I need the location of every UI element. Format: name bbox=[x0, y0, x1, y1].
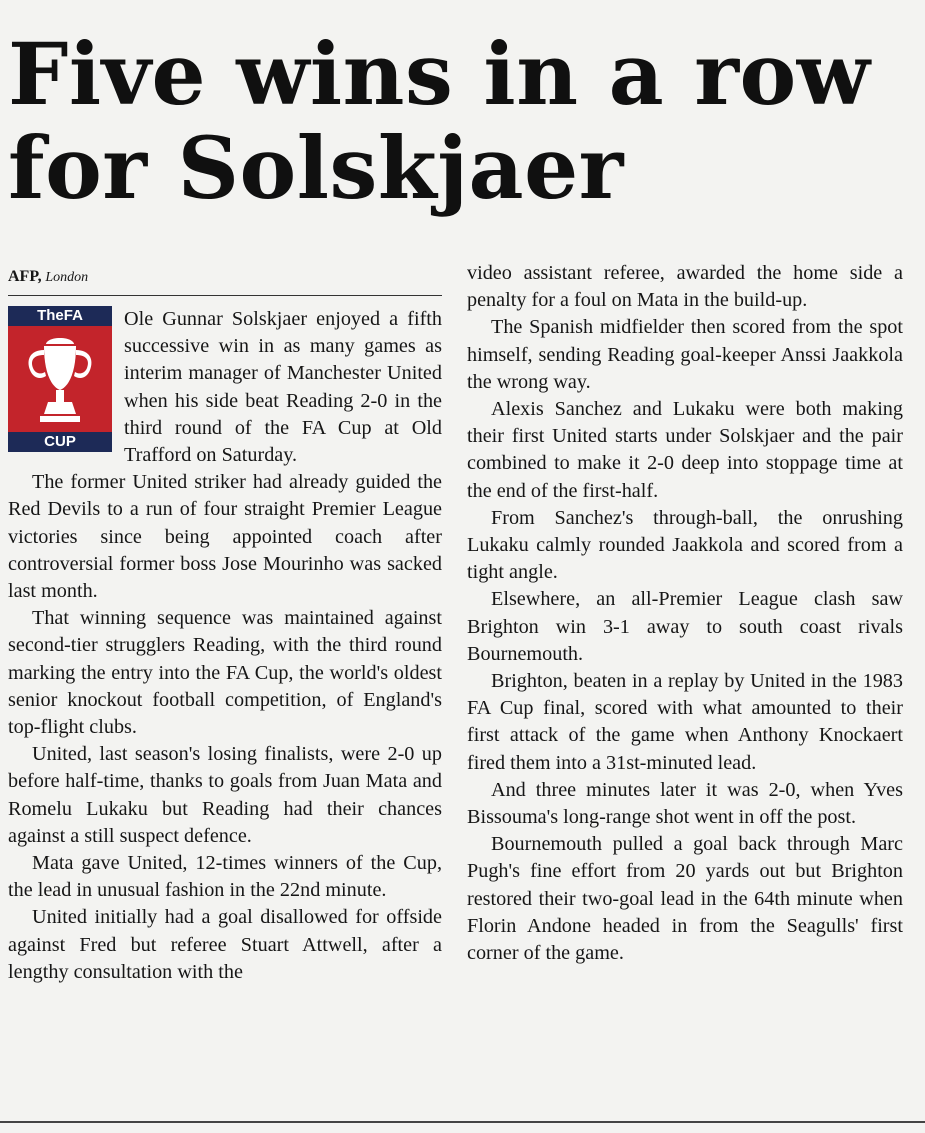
byline-agency: AFP, bbox=[8, 268, 42, 285]
headline-line-2: for Solskjaer bbox=[8, 119, 624, 219]
paragraph: That winning sequence was maintained against second-tier strugglers Reading, with the third round marking the entry into the FA Cup, the world's oldest senior knockout football competition, of England's top-flight clubs. bbox=[8, 607, 442, 739]
fa-cup-logo-bottom-text: CUP bbox=[8, 432, 112, 452]
fa-cup-logo-top-text: TheFA bbox=[8, 306, 112, 326]
paragraph: And three minutes later it was 2-0, when Yves Bissouma's long-range shot went in off the post. bbox=[467, 778, 903, 829]
paragraph: From Sanchez's through-ball, the onrushing Lukaku calmly rounded Jaakkola and scored from a tight angle. bbox=[467, 506, 903, 584]
byline-place: London bbox=[45, 270, 89, 285]
byline bbox=[8, 268, 442, 296]
article-column-2 bbox=[467, 260, 903, 967]
headline-line-1: Five wins in a row bbox=[8, 25, 871, 125]
paragraph: The former United striker had already guided the Red Devils to a run of four straight Premier League victories since being appointed coach after controversial former boss Jose Mourinho was sacked last month. bbox=[8, 471, 442, 603]
bottom-rule bbox=[0, 1121, 925, 1123]
paragraph bbox=[8, 306, 442, 469]
paragraph: Elsewhere, an all-Premier League clash saw Brighton win 3-1 away to south coast rivals Bournemouth. bbox=[467, 588, 903, 665]
article-column-1 bbox=[8, 306, 442, 986]
fa-cup-trophy-icon bbox=[20, 330, 100, 430]
paragraph: Brighton, beaten in a replay by United in the 1983 FA Cup final, scored with what amounted to their first attack of the game when Anthony Knockaert fired them into a 31st-minuted lead. bbox=[467, 670, 903, 774]
paragraph: The Spanish midfielder then scored from the spot himself, sending Reading goal-keeper Anssi Jaakkola the wrong way. bbox=[467, 316, 903, 393]
paragraph: United, last season's losing finalists, were 2-0 up before half-time, thanks to goals from Juan Mata and Romelu Lukaku but Reading had their chances against a still suspect defence. bbox=[8, 743, 442, 847]
paragraph: Alexis Sanchez and Lukaku were both making their first United starts under Solskjaer and the pair combined to make it 2-0 deep into stoppage time at the end of the first-half. bbox=[467, 398, 903, 502]
paragraph: video assistant referee, awarded the home side a penalty for a foul on Mata in the build-up. bbox=[467, 262, 903, 312]
paragraph: United initially had a goal disallowed for offside against Fred but referee Stuart Attwell, after a lengthy consultation with the bbox=[8, 906, 442, 983]
headline bbox=[8, 25, 908, 219]
fa-cup-logo bbox=[8, 306, 112, 452]
paragraph: Bournemouth pulled a goal back through Marc Pugh's fine effort from 20 yards out but Brighton restored their two-goal lead in the 64th minute when Florin Andone headed in from the Seagulls' first corner of the game. bbox=[467, 833, 903, 965]
paragraph: Mata gave United, 12-times winners of the Cup, the lead in unusual fashion in the 22nd minute. bbox=[8, 852, 442, 902]
paragraph-text: Ole Gunnar Solskjaer enjoyed a fifth successive win in as many games as interim manager of Manchester United when his side beat Reading 2-0 in the third round of the FA Cup at Old Trafford on Saturday. bbox=[124, 308, 442, 467]
